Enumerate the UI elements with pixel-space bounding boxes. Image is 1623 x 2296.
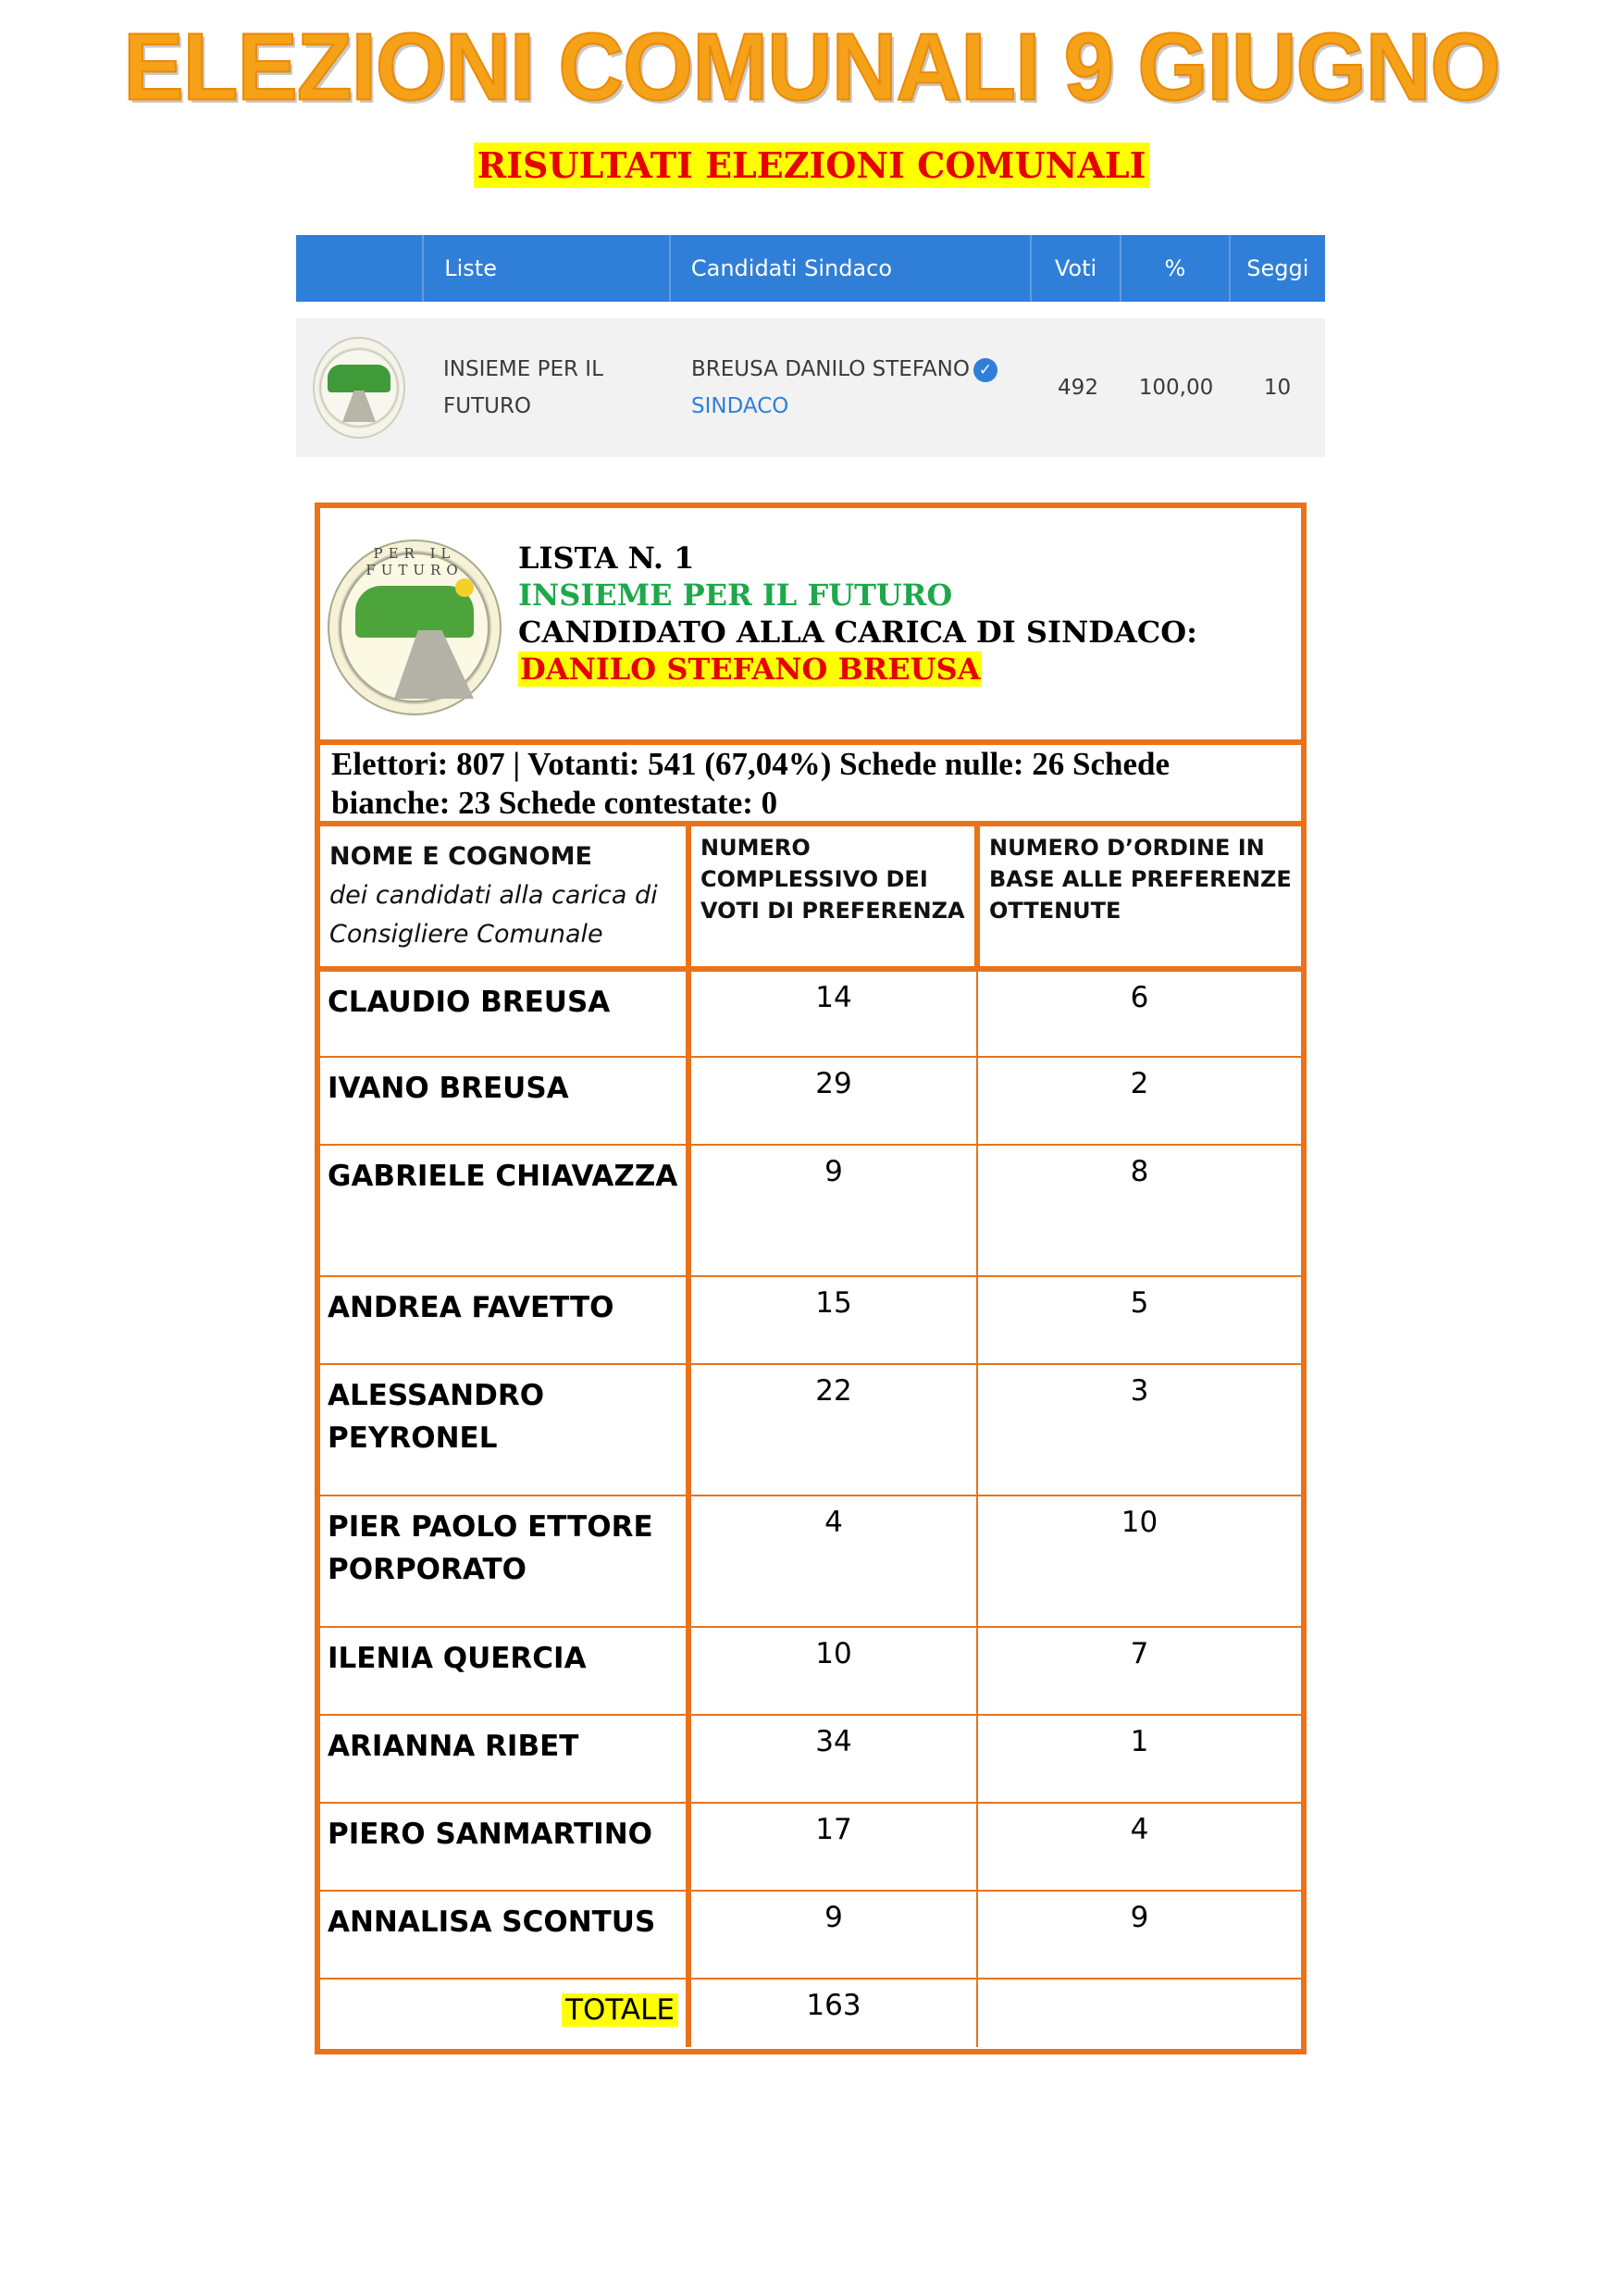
candidate-rank: 8	[977, 1145, 1301, 1276]
mayor-candidate-name: DANILO STEFANO BREUSA	[520, 652, 981, 687]
col-name-header: NOME E COGNOME dei candidati alla carica di Consigliere Comunale	[320, 826, 688, 969]
table-row	[320, 1715, 1301, 1803]
candidate-name: GABRIELE CHIAVAZZA	[320, 1145, 688, 1276]
header-logo-cell	[296, 235, 424, 302]
percent-value: 100,00	[1138, 376, 1214, 400]
candidate-name: ILENIA QUERCIA	[320, 1627, 688, 1715]
candidate-role-link[interactable]: SINDACO	[691, 394, 789, 418]
candidate-votes: 29	[688, 1057, 977, 1145]
results-row	[296, 318, 1325, 457]
mayor-candidate-label: CANDIDATO ALLA CARICA DI SINDACO:	[518, 614, 1197, 650]
list-logo-cell	[296, 337, 423, 439]
page-title: ELEZIONI COMUNALI 9 GIUGNO	[123, 13, 1500, 120]
candidate-rank: 4	[977, 1803, 1301, 1891]
candidate-rank: 2	[977, 1057, 1301, 1145]
total-votes: 163	[688, 1979, 977, 2047]
total-label: TOTALE	[562, 1993, 678, 2027]
election-stats: Elettori: 807 | Votanti: 541 (67,04%) Schede nulle: 26 Schede bianche: 23 Schede contestate: 0	[320, 745, 1301, 826]
voti-value: 492	[1058, 376, 1098, 400]
candidate-votes: 34	[688, 1715, 977, 1803]
page-subtitle: RISULTATI ELEZIONI COMUNALI	[474, 143, 1150, 188]
candidate-name: PIER PAOLO ETTORE PORPORATO	[320, 1496, 688, 1627]
candidate-rank: 7	[977, 1627, 1301, 1715]
col-votes-header: NUMERO COMPLESSIVO DEI VOTI DI PREFERENZA	[688, 826, 977, 969]
candidate-votes: 22	[688, 1364, 977, 1496]
list-name-cell	[423, 351, 671, 425]
list-name: INSIEME PER IL FUTURO	[518, 577, 953, 613]
candidate-cell	[671, 351, 1034, 425]
candidate-rank: 1	[977, 1715, 1301, 1803]
candidate-rank: 6	[977, 969, 1301, 1057]
col-rank-header: NUMERO D’ORDINE IN BASE ALLE PREFERENZE OTTENUTE	[977, 826, 1301, 969]
candidate-name: PIERO SANMARTINO	[320, 1803, 688, 1891]
list-title-block	[518, 540, 1197, 688]
candidate-votes: 15	[688, 1276, 977, 1364]
candidate-rank: 3	[977, 1364, 1301, 1496]
table-row	[320, 1803, 1301, 1891]
candidates-header-row	[320, 826, 1301, 969]
results-header	[296, 235, 1325, 302]
header-voti: Voti	[1032, 235, 1121, 302]
candidate-votes: 10	[688, 1627, 977, 1715]
table-row	[320, 1627, 1301, 1715]
candidate-votes: 9	[688, 1891, 977, 1979]
candidates-table	[320, 826, 1301, 2047]
candidate-votes: 9	[688, 1145, 977, 1276]
candidate-name: ANNALISA SCONTUS	[320, 1891, 688, 1979]
table-row	[320, 1276, 1301, 1364]
candidate-name: CLAUDIO BREUSA	[320, 969, 688, 1057]
verified-check-icon: ✓	[973, 358, 997, 382]
header-seggi: Seggi	[1246, 255, 1309, 281]
total-rank-empty	[977, 1979, 1301, 2047]
table-row	[320, 1057, 1301, 1145]
total-row	[320, 1979, 1301, 2047]
header-candidati: Candidati Sindaco	[671, 235, 1032, 302]
candidate-votes: 17	[688, 1803, 977, 1891]
list-logo-icon	[313, 337, 405, 439]
seggi-value: 10	[1263, 376, 1292, 400]
candidate-rank: 9	[977, 1891, 1301, 1979]
total-label-cell	[320, 1979, 688, 2047]
candidate-name: IVANO BREUSA	[320, 1057, 688, 1145]
list-logo-large-icon: PER IL FUTURO	[328, 540, 502, 715]
candidate-name: ANDREA FAVETTO	[320, 1276, 688, 1364]
candidate-name: ALESSANDRO PEYRONEL	[320, 1364, 688, 1496]
candidate-rank: 10	[977, 1496, 1301, 1627]
list-header	[320, 508, 1301, 745]
results-table	[296, 235, 1325, 457]
list-number: LISTA N. 1	[518, 540, 695, 576]
list-name-line2: FUTURO	[443, 394, 532, 418]
table-row	[320, 1891, 1301, 1979]
candidate-rank: 5	[977, 1276, 1301, 1364]
list-name-line1: INSIEME PER IL	[443, 357, 603, 381]
list-detail-box	[315, 503, 1307, 2054]
table-row	[320, 1496, 1301, 1627]
candidate-name: ARIANNA RIBET	[320, 1715, 688, 1803]
candidate-votes: 14	[688, 969, 977, 1057]
header-liste: Liste	[424, 235, 671, 302]
candidate-votes: 4	[688, 1496, 977, 1627]
table-row	[320, 1364, 1301, 1496]
table-row	[320, 1145, 1301, 1276]
header-percent: %	[1121, 235, 1230, 302]
candidate-name: BREUSA DANILO STEFANO	[691, 357, 970, 381]
table-row	[320, 969, 1301, 1057]
